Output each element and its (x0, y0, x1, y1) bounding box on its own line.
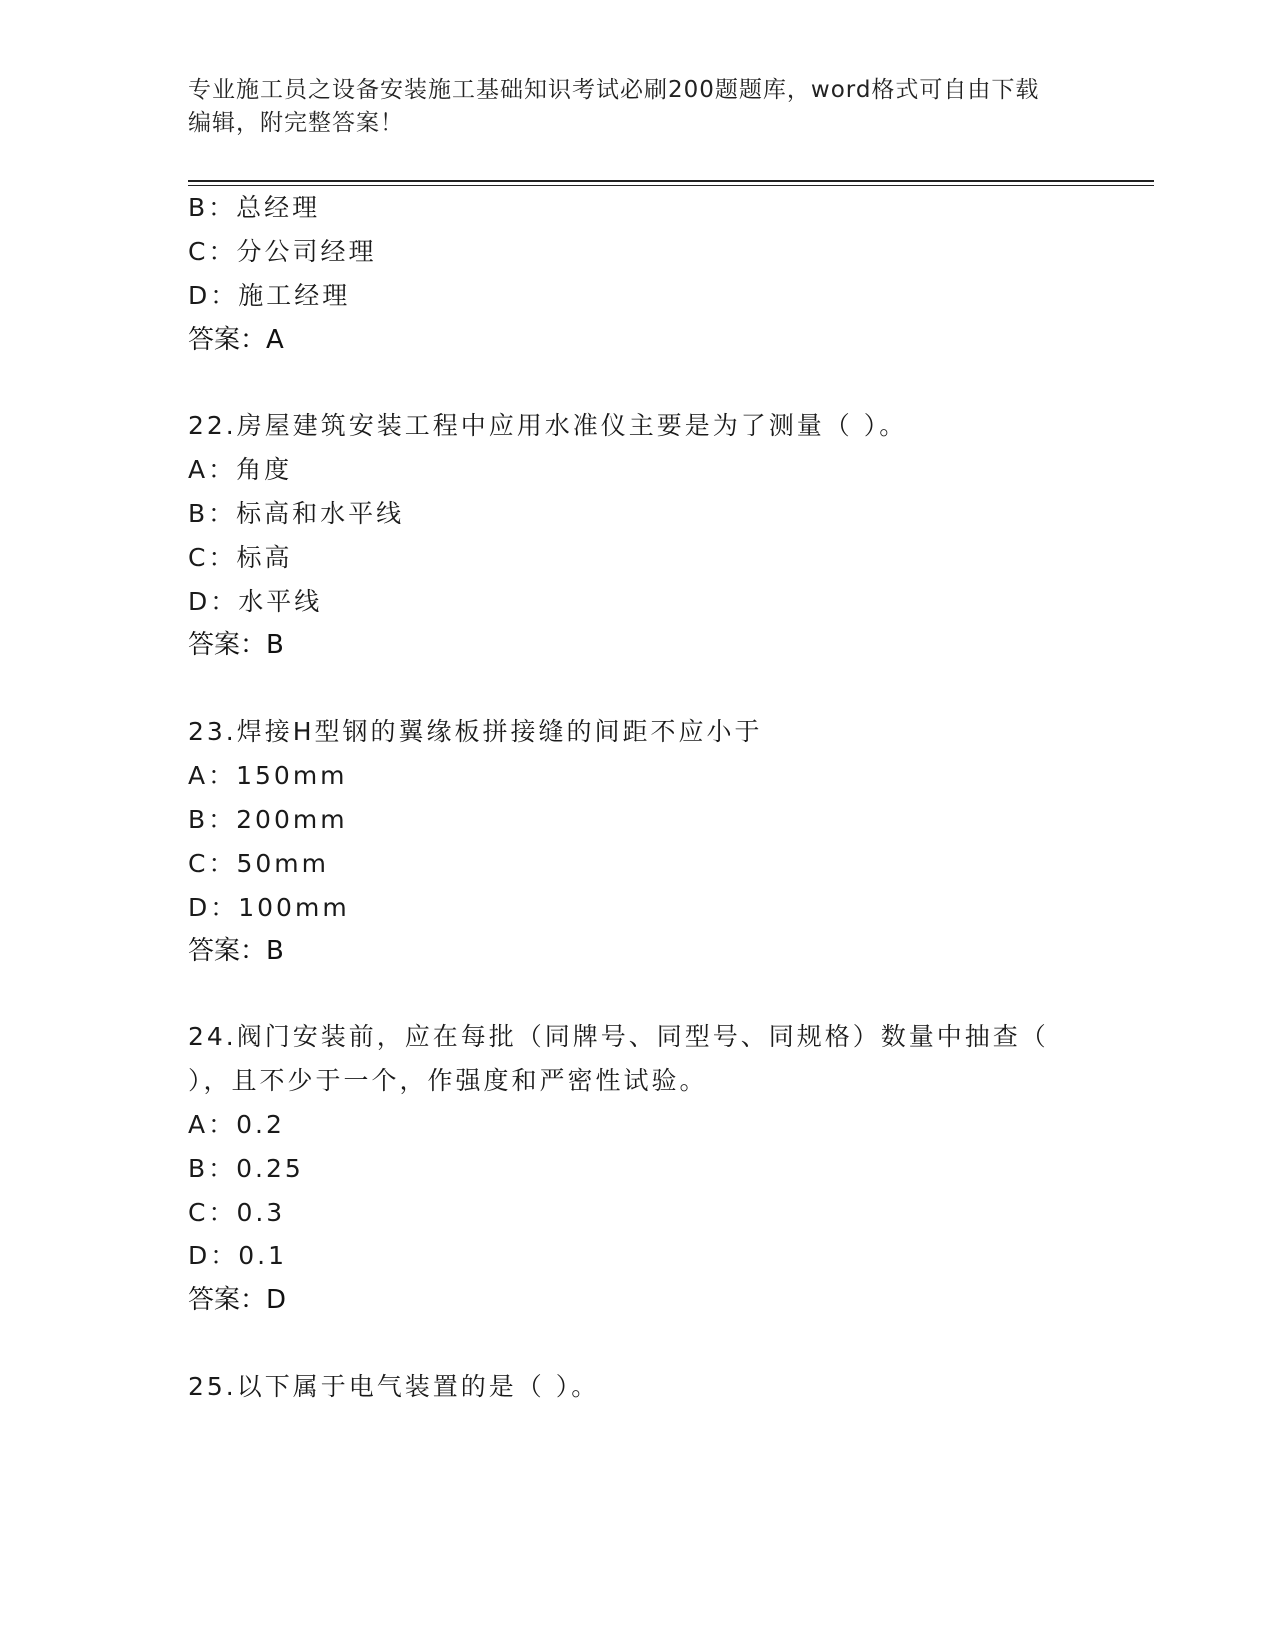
q24-option-d: D：0.1 (188, 1241, 288, 1270)
q24-option-b: B：0.25 (188, 1154, 304, 1183)
q24-question-line-1: 24.阀门安装前，应在每批（同牌号、同型号、同规格）数量中抽查（ (188, 1022, 1049, 1051)
q24-option-a: A：0.2 (188, 1110, 285, 1139)
q21-option-d: D：施工经理 (188, 281, 351, 310)
q22-option-b: B：标高和水平线 (188, 499, 405, 528)
q25-question: 25.以下属于电气装置的是（ ）。 (188, 1372, 600, 1401)
q22-question: 22.房屋建筑安装工程中应用水准仪主要是为了测量（ ）。 (188, 411, 908, 440)
q24-option-c: C：0.3 (188, 1198, 286, 1227)
q23-option-b: B：200mm (188, 805, 348, 834)
header-divider-thin (188, 185, 1154, 186)
q24-question-line-2: ），且不少于一个，作强度和严密性试验。 (188, 1066, 708, 1095)
q23-question: 23.焊接H型钢的翼缘板拼接缝的间距不应小于 (188, 717, 763, 746)
q22-answer: 答案：B (188, 630, 284, 660)
q22-option-c: C：标高 (188, 543, 293, 572)
q23-answer: 答案：B (188, 936, 284, 966)
q23-option-d: D：100mm (188, 893, 350, 922)
q23-option-c: C：50mm (188, 849, 329, 878)
header-divider-thick (188, 180, 1154, 182)
q22-option-a: A：角度 (188, 455, 293, 484)
q21-answer: 答案：A (188, 325, 284, 355)
q21-option-b: B：总经理 (188, 193, 321, 222)
q23-option-a: A：150mm (188, 761, 348, 790)
header-title-line-2: 编辑，附完整答案！ (188, 110, 404, 136)
document-header (188, 74, 1088, 140)
q22-option-d: D：水平线 (188, 587, 323, 616)
q24-answer: 答案：D (188, 1285, 287, 1315)
q21-option-c: C：分公司经理 (188, 237, 377, 266)
header-title-line-1: 专业施工员之设备安装施工基础知识考试必刷200题题库，word格式可自由下载 (188, 77, 1040, 103)
